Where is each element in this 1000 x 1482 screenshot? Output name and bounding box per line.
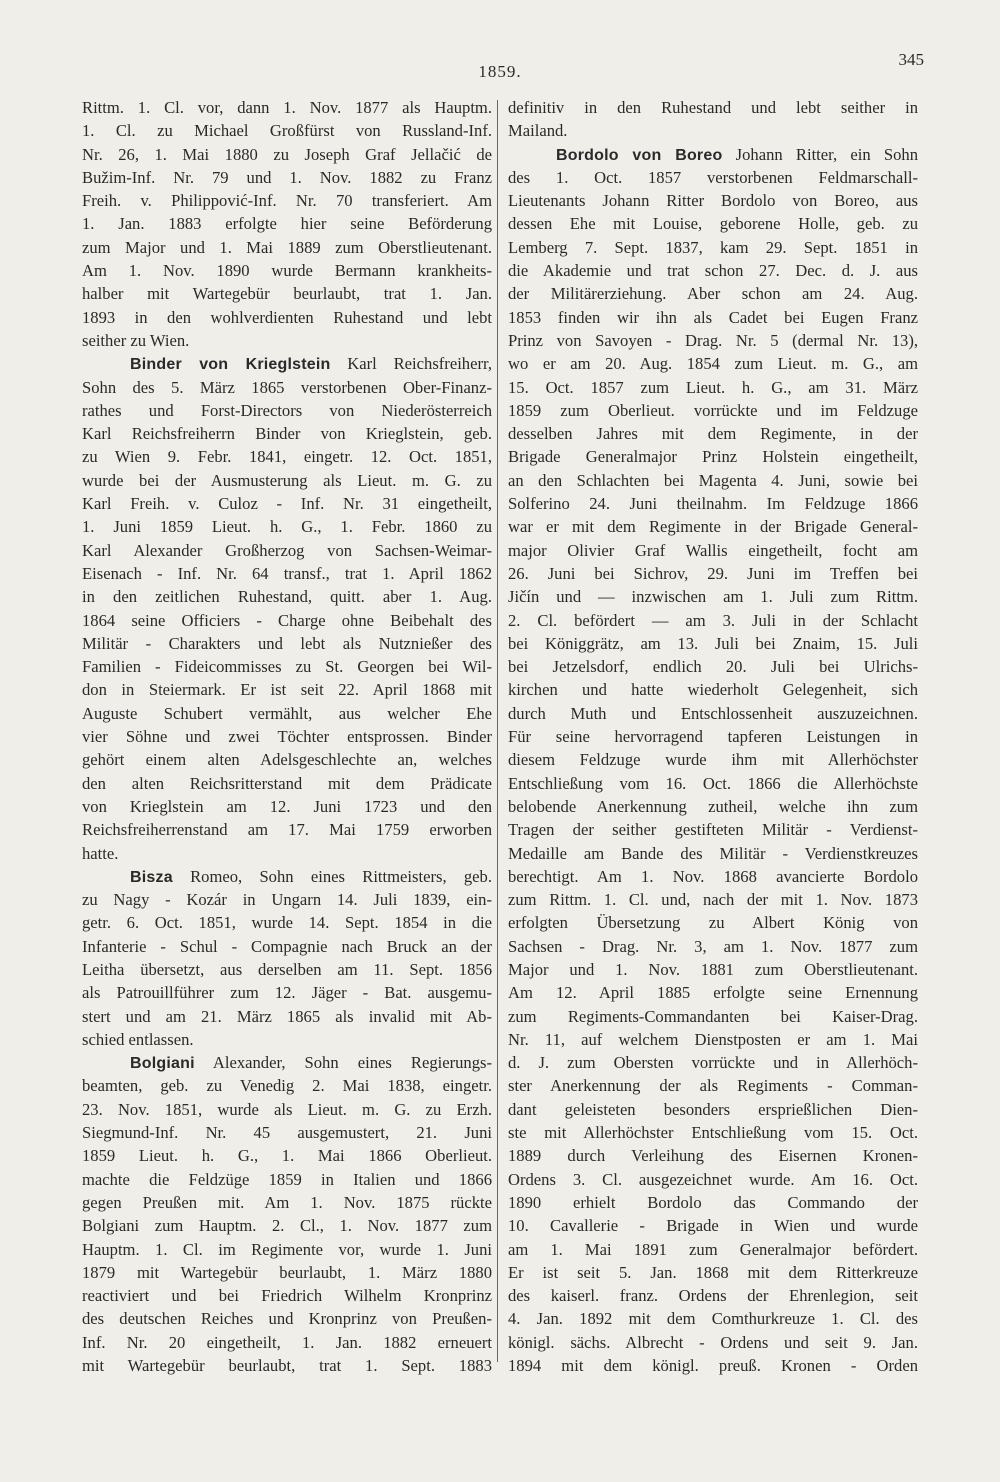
text-line bbox=[508, 1354, 918, 1377]
line-text: als Patrouillführer zum 12. Jäger - Bat. ausgemu- bbox=[82, 983, 492, 1003]
line-text: Sohn des 5. März 1865 verstorbenen Ober-Finanz- bbox=[82, 377, 492, 397]
line-text: Karl Reichsfreiherr, bbox=[330, 354, 492, 374]
line-text: schied entlassen. bbox=[82, 1029, 194, 1049]
text-line bbox=[508, 259, 918, 282]
line-text: bei Jetzelsdorf, endlich 20. Juli bei Ulrichs- bbox=[508, 657, 918, 677]
text-line bbox=[82, 259, 492, 282]
text-line bbox=[82, 1098, 492, 1121]
line-text: 1. Cl. zu Michael Großfürst von Russland-Inf. bbox=[82, 121, 492, 141]
line-text: Lieutenants Johann Ritter Bordolo von Boreo, aus bbox=[508, 191, 918, 211]
text-line bbox=[508, 399, 918, 422]
line-text: gegen Preußen mit. Am 1. Nov. 1875 rückte bbox=[82, 1192, 492, 1212]
line-text: königl. sächs. Albrecht - Ordens und seit 9. Jan. bbox=[508, 1332, 918, 1352]
line-text: Alexander, Sohn eines Regierungs- bbox=[194, 1053, 492, 1073]
text-line bbox=[82, 935, 492, 958]
line-text: dessen Ehe mit Louise, geborene Holle, geb. zu bbox=[508, 214, 918, 234]
line-text: 1. Jan. 1883 erfolgte hier seine Beförderung bbox=[82, 214, 492, 234]
text-line bbox=[82, 1168, 492, 1191]
line-text: 15. Oct. 1857 zum Lieut. h. G., am 31. März bbox=[508, 377, 918, 397]
text-line bbox=[82, 772, 492, 795]
text-line bbox=[82, 539, 492, 562]
line-text: machte die Feldzüge 1859 in Italien und 1866 bbox=[82, 1169, 492, 1189]
text-line bbox=[82, 166, 492, 189]
text-line bbox=[82, 1191, 492, 1214]
line-text: vier Söhne und zwei Töchter entsprossen. Binder bbox=[82, 727, 492, 747]
line-text: reactiviert und bei Friedrich Wilhelm Kronprinz bbox=[82, 1286, 492, 1306]
line-text: zu Wien 9. Febr. 1841, eingetr. 12. Oct. 1851, bbox=[82, 447, 492, 467]
text-line bbox=[82, 1074, 492, 1097]
line-text: in den zeitlichen Ruhestand, quitt. aber 1. Aug. bbox=[82, 587, 492, 607]
line-text: Nr. 11, auf welchem Dienstposten er am 1. Mai bbox=[508, 1029, 918, 1049]
line-text: Karl Alexander Großherzog von Sachsen-Weimar- bbox=[82, 540, 492, 560]
text-line bbox=[508, 1238, 918, 1261]
text-line bbox=[508, 166, 918, 189]
text-line bbox=[82, 212, 492, 235]
text-line bbox=[82, 842, 492, 865]
text-line bbox=[508, 935, 918, 958]
line-text: den alten Reichsritterstand mit dem Prädicate bbox=[82, 773, 492, 793]
line-text: definitiv in den Ruhestand und lebt seither in bbox=[508, 98, 918, 117]
line-text: Bužim-Inf. Nr. 79 und 1. Nov. 1882 zu Franz bbox=[82, 167, 492, 187]
text-line bbox=[82, 911, 492, 934]
text-line bbox=[508, 1307, 918, 1330]
line-text: Freih. v. Philippović-Inf. Nr. 70 transferiert. Am bbox=[82, 191, 492, 211]
text-line bbox=[508, 585, 918, 608]
text-line bbox=[508, 795, 918, 818]
line-text: Rittm. 1. Cl. vor, dann 1. Nov. 1877 als Hauptm. bbox=[82, 98, 492, 117]
line-text: zum Regiments-Commandanten bei Kaiser-Drag. bbox=[508, 1006, 918, 1026]
text-line bbox=[508, 632, 918, 655]
text-line bbox=[508, 306, 918, 329]
line-text: von Krieglstein am 12. Juni 1723 und den bbox=[82, 796, 492, 816]
text-line bbox=[508, 329, 918, 352]
line-text: mit Wartegebür beurlaubt, trat 1. Sept. 1883 bbox=[82, 1356, 492, 1376]
text-line bbox=[508, 888, 918, 911]
line-text: Siegmund-Inf. Nr. 45 ausgemustert, 21. Juni bbox=[82, 1123, 492, 1143]
line-text: Karl Freih. v. Culoz - Inf. Nr. 31 eingetheilt, bbox=[82, 494, 492, 514]
line-text: getr. 6. Oct. 1851, wurde 14. Sept. 1854 in die bbox=[82, 913, 492, 933]
text-line bbox=[82, 492, 492, 515]
line-text: Brigade Generalmajor Prinz Holstein eingetheilt, bbox=[508, 447, 918, 467]
line-text: rathes und Forst-Directors von Niederösterreich bbox=[82, 400, 492, 420]
line-text: Jičín und — inzwischen am 1. Juli zum Rittm. bbox=[508, 587, 918, 607]
text-line bbox=[508, 1005, 918, 1028]
text-line bbox=[82, 189, 492, 212]
text-line bbox=[508, 1261, 918, 1284]
text-line bbox=[82, 702, 492, 725]
line-text: war er mit dem Regimente in der Brigade General- bbox=[508, 517, 918, 537]
text-line bbox=[82, 1144, 492, 1167]
line-text: Auguste Schubert vermählt, aus welcher Ehe bbox=[82, 703, 492, 723]
text-line bbox=[508, 189, 918, 212]
text-line bbox=[508, 1121, 918, 1144]
line-text: 26. Juni bei Sichrov, 29. Juni im Treffen bei bbox=[508, 563, 918, 583]
line-text: Major und 1. Nov. 1881 zum Oberstlieutenant. bbox=[508, 959, 918, 979]
line-text: Ordens 3. Cl. ausgezeichnet wurde. Am 16. Oct. bbox=[508, 1169, 918, 1189]
text-line bbox=[82, 585, 492, 608]
text-line bbox=[82, 1238, 492, 1261]
text-line bbox=[82, 609, 492, 632]
text-line bbox=[82, 678, 492, 701]
line-text: 23. Nov. 1851, wurde als Lieut. m. G. zu Erzh. bbox=[82, 1099, 492, 1119]
text-line bbox=[82, 119, 492, 142]
line-text: Johann Ritter, ein Sohn bbox=[722, 144, 918, 164]
text-line bbox=[82, 1028, 492, 1051]
text-line bbox=[508, 725, 918, 748]
text-line bbox=[508, 702, 918, 725]
text-line bbox=[508, 748, 918, 771]
text-line bbox=[508, 376, 918, 399]
line-text: Am 12. April 1885 erfolgte seine Ernennung bbox=[508, 983, 918, 1003]
text-line bbox=[508, 492, 918, 515]
line-text: Entschließung vom 16. Oct. 1866 die Allerhöchste bbox=[508, 773, 918, 793]
line-text: 1864 seine Officiers - Charge ohne Beibehalt des bbox=[82, 610, 492, 630]
text-line bbox=[82, 748, 492, 771]
entry-heading-line bbox=[82, 1051, 492, 1074]
line-text: Lemberg 7. Sept. 1837, kam 29. Sept. 1851 in bbox=[508, 237, 918, 257]
text-line bbox=[508, 1144, 918, 1167]
line-text: durch Muth und Entschlossenheit auszuzeichnen. bbox=[508, 703, 918, 723]
text-line bbox=[508, 842, 918, 865]
line-text: Prinz von Savoyen - Drag. Nr. 5 (dermal Nr. 13), bbox=[508, 330, 918, 350]
text-line bbox=[82, 1214, 492, 1237]
text-line bbox=[82, 376, 492, 399]
text-line bbox=[82, 96, 492, 119]
line-text: an den Schlachten bei Magenta 4. Juni, sowie bei bbox=[508, 470, 918, 490]
line-text: 1894 mit dem königl. preuß. Kronen - Orden bbox=[508, 1356, 918, 1376]
line-text: dant geleisteten besonders ersprießlichen Dien- bbox=[508, 1099, 918, 1119]
text-line bbox=[508, 911, 918, 934]
line-text: 1853 finden wir ihn als Cadet bei Eugen Franz bbox=[508, 307, 918, 327]
line-text: Inf. Nr. 20 eingetheilt, 1. Jan. 1882 erneuert bbox=[82, 1332, 492, 1352]
line-text: Infanterie - Schul - Compagnie nach Bruck an der bbox=[82, 936, 492, 956]
text-line bbox=[508, 772, 918, 795]
line-text: 1890 erhielt Bordolo das Commando der bbox=[508, 1192, 918, 1212]
line-text: 1859 Lieut. h. G., 1. Mai 1866 Oberlieut. bbox=[82, 1146, 492, 1166]
text-line bbox=[508, 865, 918, 888]
text-line bbox=[82, 818, 492, 841]
text-line bbox=[82, 399, 492, 422]
text-line bbox=[508, 515, 918, 538]
line-text: halber mit Wartegebür beurlaubt, trat 1. Jan. bbox=[82, 284, 492, 304]
line-text: Für seine hervorragend tapferen Leistungen in bbox=[508, 727, 918, 747]
line-text: erfolgten Übersetzung zu Albert König von bbox=[508, 913, 918, 933]
text-line bbox=[82, 1121, 492, 1144]
line-text: des deutschen Reiches und Kronprinz von Preußen- bbox=[82, 1309, 492, 1329]
text-line bbox=[82, 236, 492, 259]
entry-name: Bisza bbox=[130, 868, 173, 886]
text-line bbox=[508, 1284, 918, 1307]
text-line bbox=[508, 678, 918, 701]
line-text: bei Königgrätz, am 13. Juli bei Znaim, 15. Juli bbox=[508, 633, 918, 653]
line-text: die Akademie und trat schon 27. Dec. d. J. aus bbox=[508, 261, 918, 281]
line-text: Nr. 26, 1. Mai 1880 zu Joseph Graf Jellačić de bbox=[82, 144, 492, 164]
text-line bbox=[82, 469, 492, 492]
running-head-year: 1859. bbox=[478, 62, 522, 81]
line-text: Eisenach - Inf. Nr. 64 transf., trat 1. April 1862 bbox=[82, 563, 492, 583]
text-line bbox=[82, 1354, 492, 1377]
text-line bbox=[508, 96, 918, 119]
line-text: Am 1. Nov. 1890 wurde Bermann krankheits- bbox=[82, 261, 492, 281]
line-text: Er ist seit 5. Jan. 1868 mit dem Ritterkreuze bbox=[508, 1262, 918, 1282]
text-line bbox=[508, 1331, 918, 1354]
line-text: der Militärerziehung. Aber schon am 24. Aug. bbox=[508, 284, 918, 304]
line-text: hatte. bbox=[82, 843, 119, 863]
line-text: stert und am 21. März 1865 als invalid mit Ab- bbox=[82, 1006, 492, 1026]
line-text: seither zu Wien. bbox=[82, 330, 190, 350]
text-line bbox=[508, 1098, 918, 1121]
text-line bbox=[82, 445, 492, 468]
line-text: 1859 zum Oberlieut. vorrückte und im Feldzuge bbox=[508, 400, 918, 420]
right-column bbox=[508, 96, 918, 1377]
line-text: Bolgiani zum Hauptm. 2. Cl., 1. Nov. 1877 zum bbox=[82, 1216, 492, 1236]
line-text: wo er am 20. Aug. 1854 zum Lieut. m. G., am bbox=[508, 354, 918, 374]
page-number: 345 bbox=[898, 50, 924, 69]
text-line bbox=[82, 632, 492, 655]
line-text: Karl Reichsfreiherrn Binder von Krieglstein, geb. bbox=[82, 424, 492, 444]
entry-heading-line bbox=[508, 143, 918, 166]
text-line bbox=[508, 119, 918, 142]
line-text: d. J. zum Obersten vorrückte und in Allerhöch- bbox=[508, 1053, 918, 1073]
line-text: zum Rittm. 1. Cl. und, nach der mit 1. Nov. 1873 bbox=[508, 890, 918, 910]
text-line bbox=[508, 282, 918, 305]
text-line bbox=[508, 1168, 918, 1191]
entry-heading-line bbox=[82, 352, 492, 375]
line-text: ster Anerkennung der als Regiments - Comman- bbox=[508, 1076, 918, 1096]
text-line bbox=[508, 818, 918, 841]
line-text: desselben Jahres mit dem Regimente, in der bbox=[508, 424, 918, 444]
line-text: Reichsfreiherrenstand am 17. Mai 1759 erworben bbox=[82, 820, 492, 840]
entry-heading-line bbox=[82, 865, 492, 888]
line-text: 1893 in den wohlverdienten Ruhestand und lebt bbox=[82, 307, 492, 327]
entry-name: Bolgiani bbox=[130, 1055, 195, 1073]
column-divider bbox=[497, 100, 498, 1362]
text-line bbox=[508, 562, 918, 585]
text-line bbox=[508, 1191, 918, 1214]
text-line bbox=[82, 422, 492, 445]
text-line bbox=[508, 236, 918, 259]
text-line bbox=[82, 1005, 492, 1028]
text-line bbox=[82, 282, 492, 305]
entry-name: Bordolo von Boreo bbox=[556, 146, 723, 164]
text-line bbox=[82, 795, 492, 818]
left-column bbox=[82, 96, 492, 1377]
line-text: Tragen der seither gestifteten Militär - Verdienst- bbox=[508, 820, 918, 840]
line-text: 1889 durch Verleihung des Eisernen Kronen- bbox=[508, 1146, 918, 1166]
line-text: gehört einem alten Adelsgeschlechte an, welches bbox=[82, 750, 492, 770]
text-line bbox=[82, 1284, 492, 1307]
line-text: 1. Juni 1859 Lieut. h. G., 1. Febr. 1860 zu bbox=[82, 517, 492, 537]
line-text: zu Nagy - Kozár in Ungarn 14. Juli 1839, ein- bbox=[82, 890, 492, 910]
text-line bbox=[508, 1028, 918, 1051]
line-text: Mailand. bbox=[508, 121, 568, 141]
text-line bbox=[508, 981, 918, 1004]
line-text: 1879 mit Wartegebür beurlaubt, 1. März 1880 bbox=[82, 1262, 492, 1282]
line-text: beamten, geb. zu Venedig 2. Mai 1838, eingetr. bbox=[82, 1076, 492, 1096]
text-line bbox=[82, 1331, 492, 1354]
entry-name: Binder von Krieglstein bbox=[130, 356, 331, 374]
text-line bbox=[508, 655, 918, 678]
line-text: Hauptm. 1. Cl. im Regimente vor, wurde 1. Juni bbox=[82, 1239, 492, 1259]
line-text: des 1. Oct. 1857 verstorbenen Feldmarschall- bbox=[508, 167, 918, 187]
line-text: berechtigt. Am 1. Nov. 1868 avancierte Bordolo bbox=[508, 866, 918, 886]
line-text: 2. Cl. befördert — am 3. Juli in der Schlacht bbox=[508, 610, 918, 630]
line-text: Sachsen - Drag. Nr. 3, am 1. Nov. 1877 zum bbox=[508, 936, 918, 956]
line-text: Solferino 24. Juni theilnahm. Im Feldzuge 1866 bbox=[508, 494, 918, 514]
line-text: major Olivier Graf Wallis eingetheilt, focht am bbox=[508, 540, 918, 560]
text-line bbox=[82, 329, 492, 352]
text-line bbox=[82, 888, 492, 911]
line-text: Romeo, Sohn eines Rittmeisters, geb. bbox=[172, 866, 492, 886]
text-line bbox=[82, 958, 492, 981]
line-text: des kaiserl. franz. Ordens der Ehrenlegion, seit bbox=[508, 1286, 918, 1306]
line-text: Familien - Fideicommisses zu St. Georgen bei Wil- bbox=[82, 657, 492, 677]
text-line bbox=[82, 143, 492, 166]
text-line bbox=[508, 352, 918, 375]
line-text: zum Major und 1. Mai 1889 zum Oberstlieutenant. bbox=[82, 237, 492, 257]
text-line bbox=[82, 655, 492, 678]
text-line bbox=[82, 981, 492, 1004]
line-text: 4. Jan. 1892 mit dem Comthurkreuze 1. Cl. des bbox=[508, 1309, 918, 1329]
text-line bbox=[508, 445, 918, 468]
text-line bbox=[508, 958, 918, 981]
text-line bbox=[508, 212, 918, 235]
line-text: Medaille am Bande des Militär - Verdienstkreuzes bbox=[508, 843, 918, 863]
text-line bbox=[82, 515, 492, 538]
text-line bbox=[82, 562, 492, 585]
line-text: diesem Feldzuge wurde ihm mit Allerhöchster bbox=[508, 750, 918, 770]
text-line bbox=[508, 1074, 918, 1097]
line-text: Militär - Charakters und lebt als Nutznießer des bbox=[82, 633, 492, 653]
text-line bbox=[508, 469, 918, 492]
line-text: ste mit Allerhöchster Entschließung vom 15. Oct. bbox=[508, 1123, 918, 1143]
text-line bbox=[508, 422, 918, 445]
text-line bbox=[508, 1214, 918, 1237]
text-line bbox=[82, 725, 492, 748]
text-line bbox=[508, 1051, 918, 1074]
text-line bbox=[82, 1307, 492, 1330]
line-text: don in Steiermark. Er ist seit 22. April 1868 mit bbox=[82, 680, 492, 700]
text-line bbox=[508, 539, 918, 562]
text-line bbox=[82, 1261, 492, 1284]
text-line bbox=[82, 306, 492, 329]
line-text: belobende Anerkennung zutheil, welche ihn zum bbox=[508, 796, 918, 816]
text-line bbox=[508, 609, 918, 632]
line-text: kirchen und hatte wiederholt Gelegenheit, sich bbox=[508, 680, 918, 700]
line-text: Leitha übersetzt, aus derselben am 11. Sept. 1856 bbox=[82, 959, 492, 979]
line-text: am 1. Mai 1891 zum Generalmajor befördert. bbox=[508, 1239, 918, 1259]
line-text: 10. Cavallerie - Brigade in Wien und wurde bbox=[508, 1216, 918, 1236]
line-text: wurde bei der Ausmusterung als Lieut. m. G. zu bbox=[82, 470, 492, 490]
